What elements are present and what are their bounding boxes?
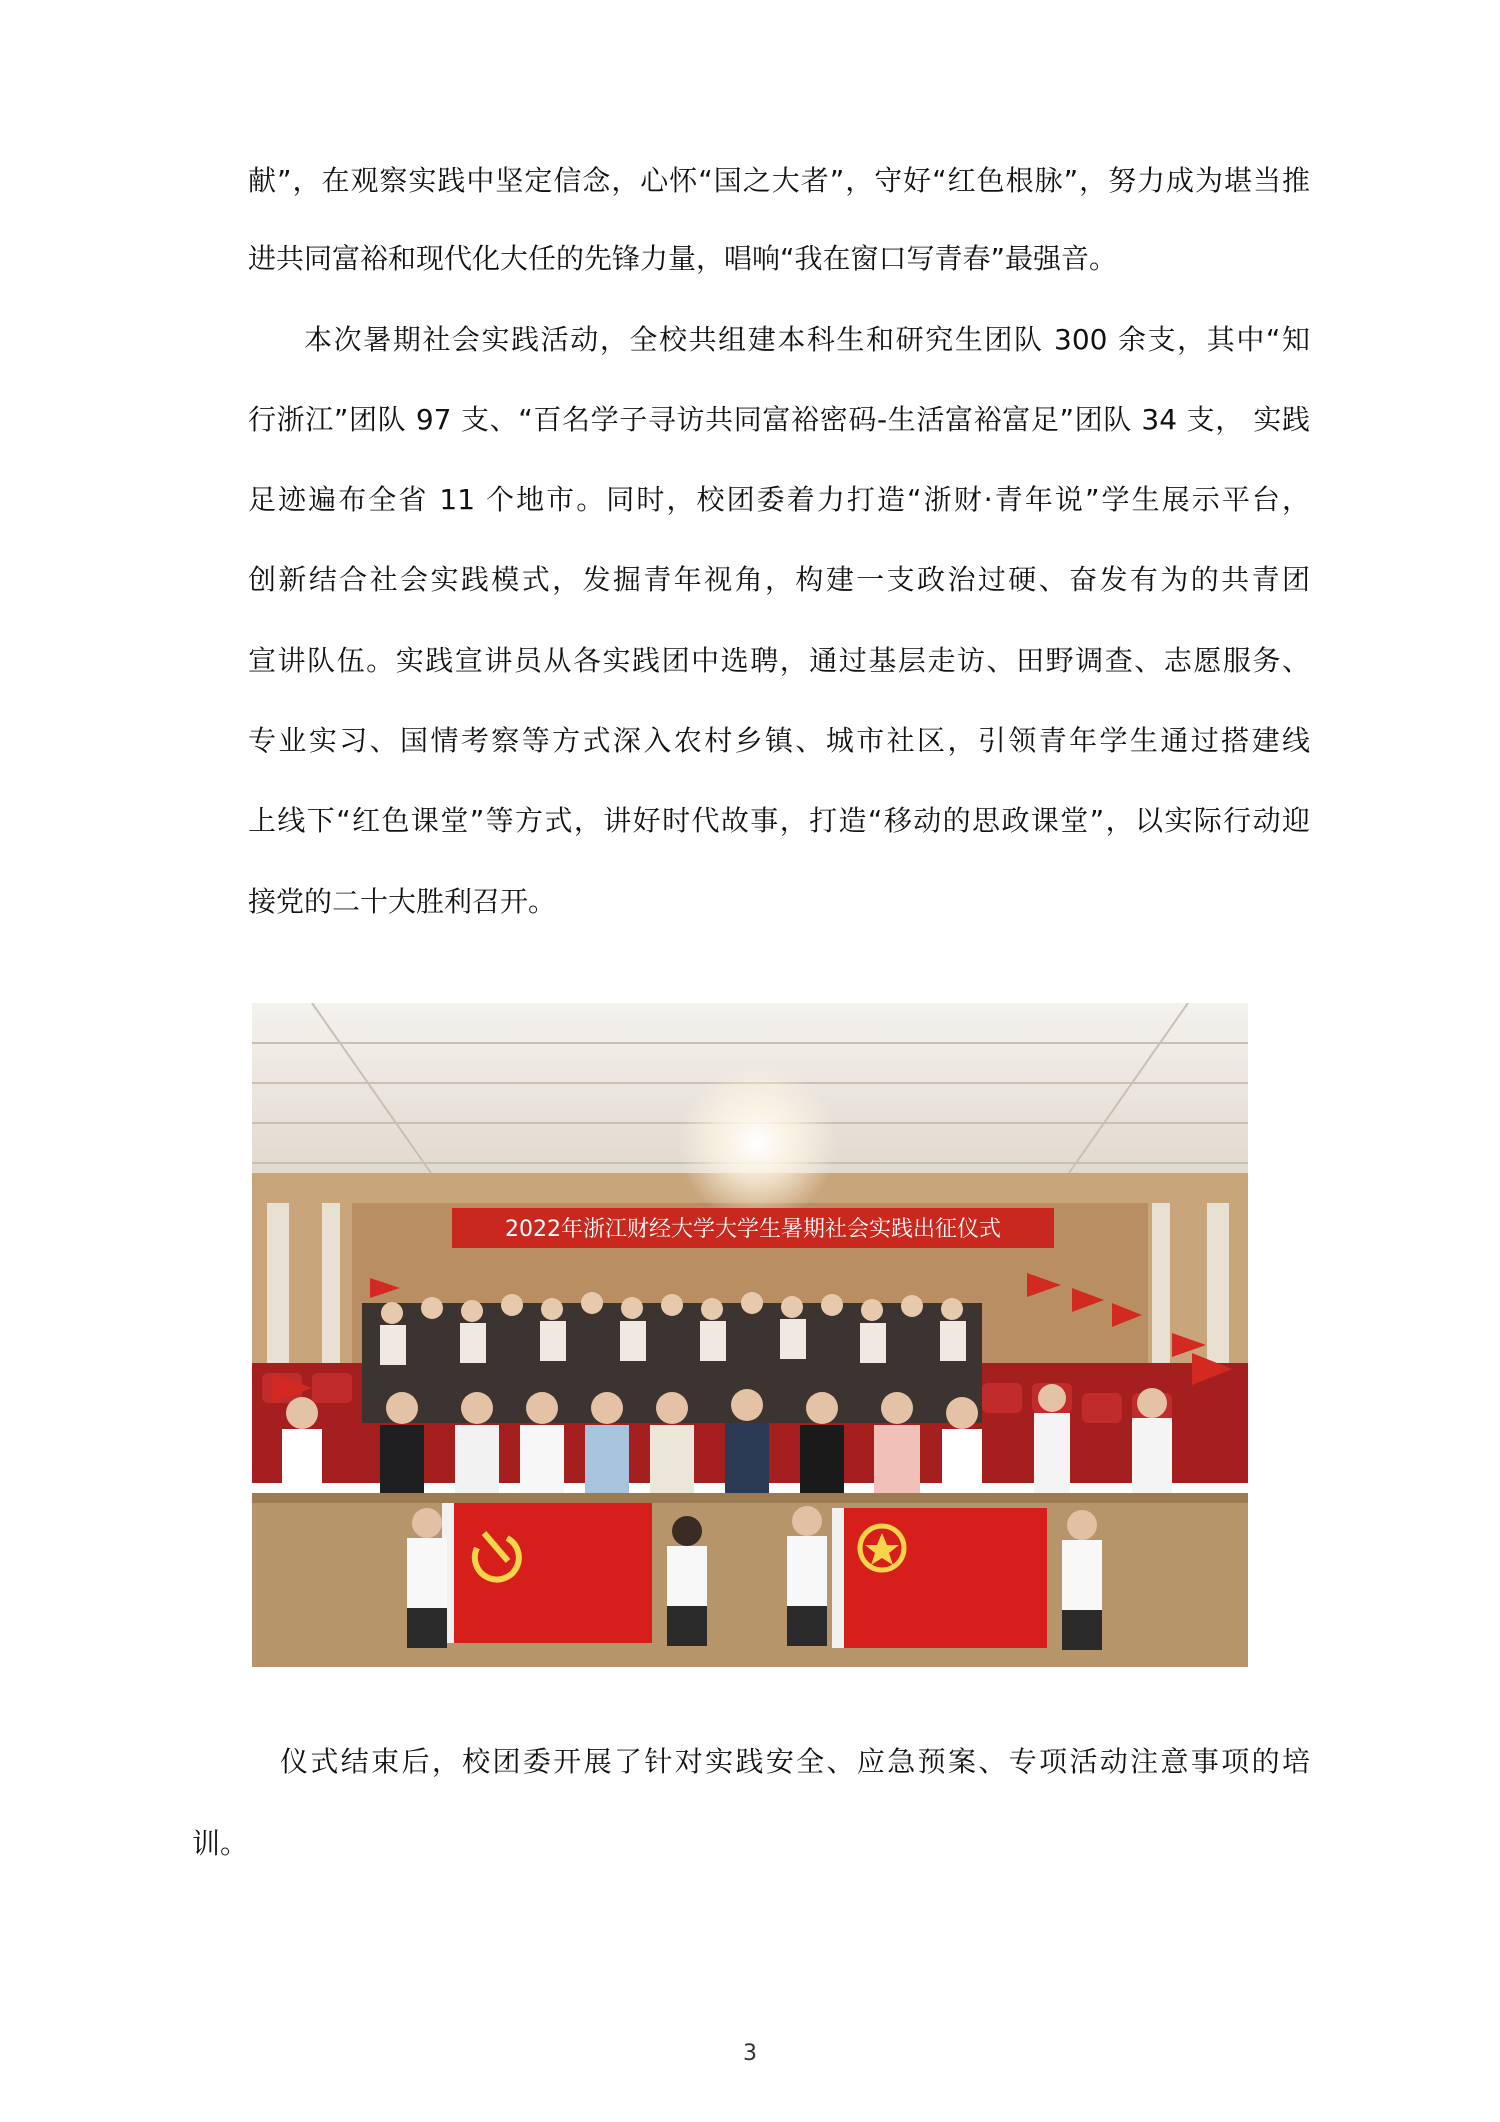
paragraph-2-line-4: 创新结合社会实践模式，发掘青年视角，构建一支政治过硬、奋发有为的共青团 (248, 563, 1310, 596)
paragraph-2-line-5: 宣讲队伍。实践宣讲员从各实践团中选聘，通过基层走访、田野调查、志愿服务、 (248, 644, 1310, 677)
paragraph-2-line-3: 足迹遍布全省 11 个地市。同时，校团委着力打造“浙财·青年说”学生展示平台， (248, 483, 1310, 516)
paragraph-2-line-8: 接党的二十大胜利召开。 (248, 885, 557, 918)
paragraph-1-line-2: 进共同富裕和现代化大任的先锋力量，唱响“我在窗口写青春”最强音。 (248, 242, 1118, 275)
banner-text: 2022年浙江财经大学大学生暑期社会实践出征仪式 (505, 1217, 1001, 1242)
paragraph-2-line-2: 行浙江”团队 97 支、“百名学子寻访共同富裕密码-生活富裕富足”团队 34 支， 实践 (248, 403, 1310, 436)
group-photo-illustration (252, 1003, 1248, 1667)
paragraph-2-line-1: 本次暑期社会实践活动，全校共组建本科生和研究生团队 300 余支，其中“知 (304, 323, 1310, 356)
paragraph-1-line-1: 献”，在观察实践中坚定信念，心怀“国之大者”，守好“红色根脉”，努力成为堪当推 (248, 164, 1310, 197)
page-number: 3 (743, 2041, 757, 2066)
paragraph-3-line-2: 训。 (192, 1827, 249, 1860)
paragraph-2-line-7: 上线下“红色课堂”等方式，讲好时代故事，打造“移动的思政课堂”，以实际行动迎 (248, 804, 1310, 837)
paragraph-2-line-6: 专业实习、国情考察等方式深入农村乡镇、城市社区，引领青年学生通过搭建线 (248, 724, 1310, 757)
group-photo (252, 1003, 1248, 1667)
paragraph-3-line-1: 仪式结束后，校团委开展了针对实践安全、应急预案、专项活动注意事项的培 (280, 1745, 1310, 1778)
